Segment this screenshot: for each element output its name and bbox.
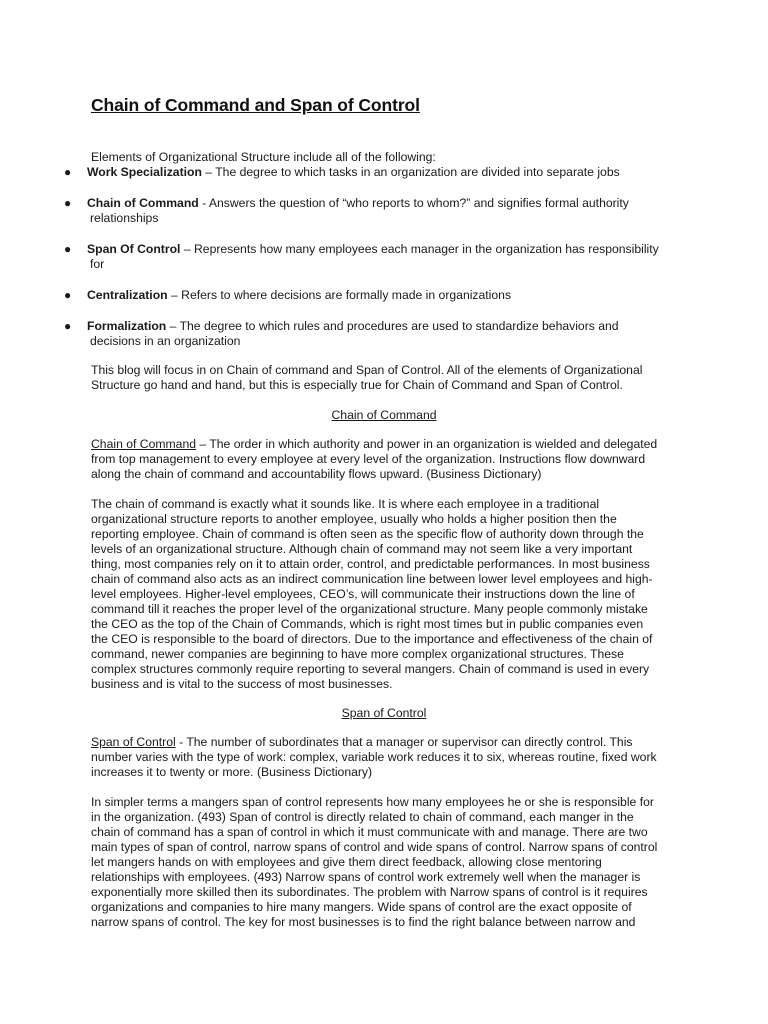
span-of-control-definition: Span of Control - The number of subordinates that a manager or supervisor can directly control. This number varies with the type of work: complex, variable work reduces it to six, whereas routine, fixed work increases it to twenty or more. (Business Dictionary) — [91, 735, 657, 779]
intro-text: Elements of Organizational Structure include all of the following: — [91, 150, 436, 164]
list-item-text-continued: for — [90, 257, 105, 271]
list-item-text: – Represents how many employees each manager in the organization has responsibility — [180, 242, 659, 256]
page-title: Chain of Command and Span of Control — [91, 95, 420, 115]
list-item-term: Centralization — [87, 288, 168, 302]
list-item-text: – The degree to which tasks in an organization are divided into separate jobs — [201, 165, 620, 179]
list-item-term: Span Of Control — [87, 242, 181, 256]
list-item — [0, 319, 687, 349]
list-item — [0, 288, 687, 303]
list-item-text: – The degree to which rules and procedures are used to standardize behaviors and — [166, 319, 619, 333]
chain-of-command-body: The chain of command is exactly what it sounds like. It is where each employee in a traditional organizational structure reports to another employee, usually who holds a higher position then the reporting employee. Chain of command is often seen as the specific flow of authority down through the levels of an organizational structure. Although chain of command may not seem like a very important thing, most companies rely on it to attain order, control, and predictable performances. In most business chain of command also acts as an indirect communication line between lower level employees and high- level employees. Higher-level employees, CEO’s, will communicate their instructions down the line of command till it reaches the proper level of the organizational structure. Many people commonly mistake the CEO as the top of the Chain of Commands, which is right most times but in public companies even the CEO is responsible to the board of directors. Due to the importance and effectiveness of the chain of command, newer companies are beginning to have more complex organizational structures. These complex structures commonly require reporting to several mangers. Chain of command is used in every business and is vital to the success of most businesses. — [91, 497, 653, 691]
span-of-control-body: In simpler terms a mangers span of control represents how many employees he or she is responsible for in the organization. (493) Span of control is directly related to chain of command, each manger in the chain of command has a span of control in which it must communicate with and manage. There are two main types of span of control, narrow spans of control and wide spans of control. Narrow spans of control let mangers hands on with employees and give them direct feedback, allowing close mentoring relationships with employees. (493) Narrow spans of control work extremely well when the manager is exponentially more skilled then its subordinates. The problem with Narrow spans of control is it requires organizations and companies to hire many mangers. Wide spans of control are the exact opposite of narrow spans of control. The key for most businesses is to find the right balance between narrow and — [91, 795, 658, 929]
list-item-text-continued: decisions in an organization — [90, 334, 241, 348]
list-item — [0, 196, 687, 226]
elements-list — [0, 165, 768, 365]
bullet-icon: ● — [64, 242, 72, 256]
definition-term: Span of Control — [91, 735, 176, 749]
list-item-term: Chain of Command — [87, 196, 199, 210]
list-item-term: Work Specialization — [87, 165, 202, 179]
definition-term: Chain of Command — [91, 437, 196, 451]
section-heading-chain-of-command: Chain of Command — [331, 408, 437, 422]
bullet-icon: ● — [64, 319, 72, 333]
list-item-text: – Refers to where decisions are formally made in organizations — [167, 288, 512, 302]
chain-of-command-definition: Chain of Command – The order in which authority and power in an organization is wielded and delegated from top management to every employee at every level of the organization. Instructions flow downward along the chain of command and accountability flows upward. (Business Dictionary) — [91, 437, 658, 481]
list-item — [0, 242, 687, 272]
list-item-text: - Answers the question of “who reports to whom?” and signifies formal authority — [198, 196, 629, 210]
list-item-term: Formalization — [87, 319, 167, 333]
section-heading-span-of-control: Span of Control — [341, 706, 427, 720]
bullet-icon: ● — [64, 288, 72, 302]
blog-intro-paragraph: This blog will focus in on Chain of command and Span of Control. All of the elements of Organizational Structure go hand and hand, but this is especially true for Chain of Command and Span of Control. — [91, 363, 643, 392]
bullet-icon: ● — [64, 165, 72, 179]
bullet-icon: ● — [64, 196, 72, 210]
list-item-text-continued: relationships — [90, 211, 159, 225]
list-item — [0, 165, 687, 180]
